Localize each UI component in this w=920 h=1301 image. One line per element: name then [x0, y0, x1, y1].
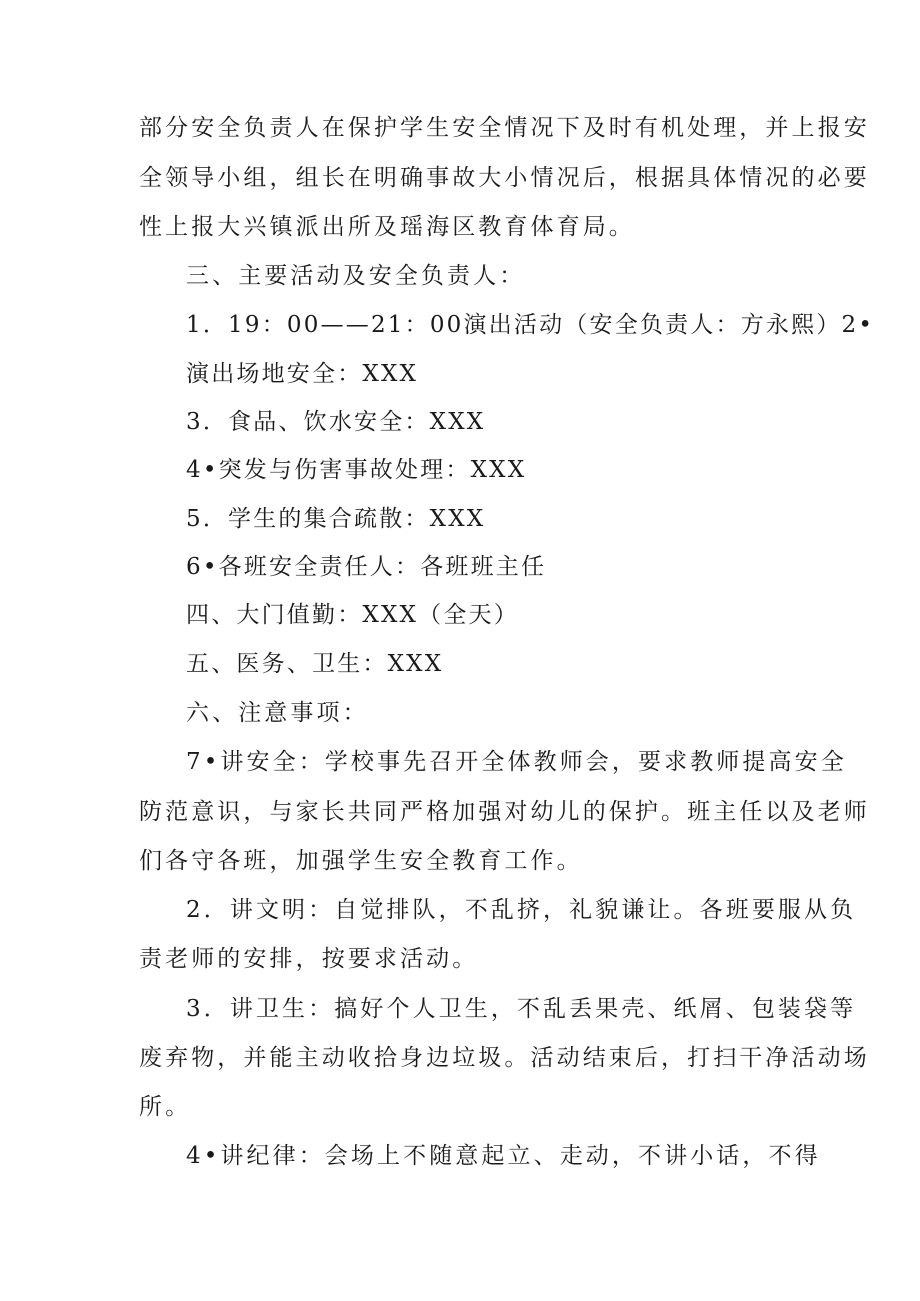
section-heading-5: 五、医务、卫生：XXX: [186, 651, 444, 677]
section-heading-3: 三、主要活动及安全负责人：: [186, 263, 526, 289]
paragraph-0-line-2: 性上报大兴镇派出所及瑶海区教育体育局。: [139, 214, 635, 240]
paragraph-0-line-0: 部分安全负责人在保护学生安全情况下及时有机处理，并上报安: [139, 115, 870, 141]
note-3-line-2: 所。: [139, 1094, 192, 1120]
paragraph-0-line-1: 全领导小组，组长在明确事故大小情况后，根据具体情况的必要: [139, 165, 870, 191]
note-2-line-0: 2．讲文明：自觉排队，不乱挤，礼貌谦让。各班要服从负: [186, 897, 857, 923]
activity-item-1: 1．19：00——21：00演出活动（安全负责人：方永熙）2•: [186, 312, 875, 338]
note-2-line-1: 责老师的安排，按要求活动。: [139, 946, 479, 972]
note-7-line-0: 7•讲安全：学校事先召开全体教师会，要求教师提高安全: [186, 749, 847, 775]
activity-item-6: 6•各班安全责任人：各班班主任: [186, 554, 547, 580]
activity-item-1-line-2: 演出场地安全：XXX: [186, 361, 419, 387]
note-7-line-2: 们各守各班，加强学生安全教育工作。: [139, 848, 583, 874]
section-heading-4: 四、大门值勤：XXX（全天）: [186, 602, 519, 628]
activity-item-5: 5．学生的集合疏散：XXX: [186, 506, 486, 532]
note-4-line-0: 4•讲纪律：会场上不随意起立、走动，不讲小话，不得: [186, 1143, 821, 1169]
activity-item-3: 3．食品、饮水安全：XXX: [186, 409, 486, 435]
note-3-line-0: 3．讲卫生：搞好个人卫生，不乱丢果壳、纸屑、包装袋等: [186, 996, 857, 1022]
activity-item-4: 4•突发与伤害事故处理：XXX: [186, 457, 527, 483]
note-7-line-1: 防范意识，与家长共同严格加强对幼儿的保护。班主任以及老师: [139, 799, 870, 825]
section-heading-6: 六、注意事项：: [186, 700, 369, 726]
note-3-line-1: 废弃物，并能主动收拾身边垃圾。活动结束后，打扫干净活动场: [139, 1045, 870, 1071]
